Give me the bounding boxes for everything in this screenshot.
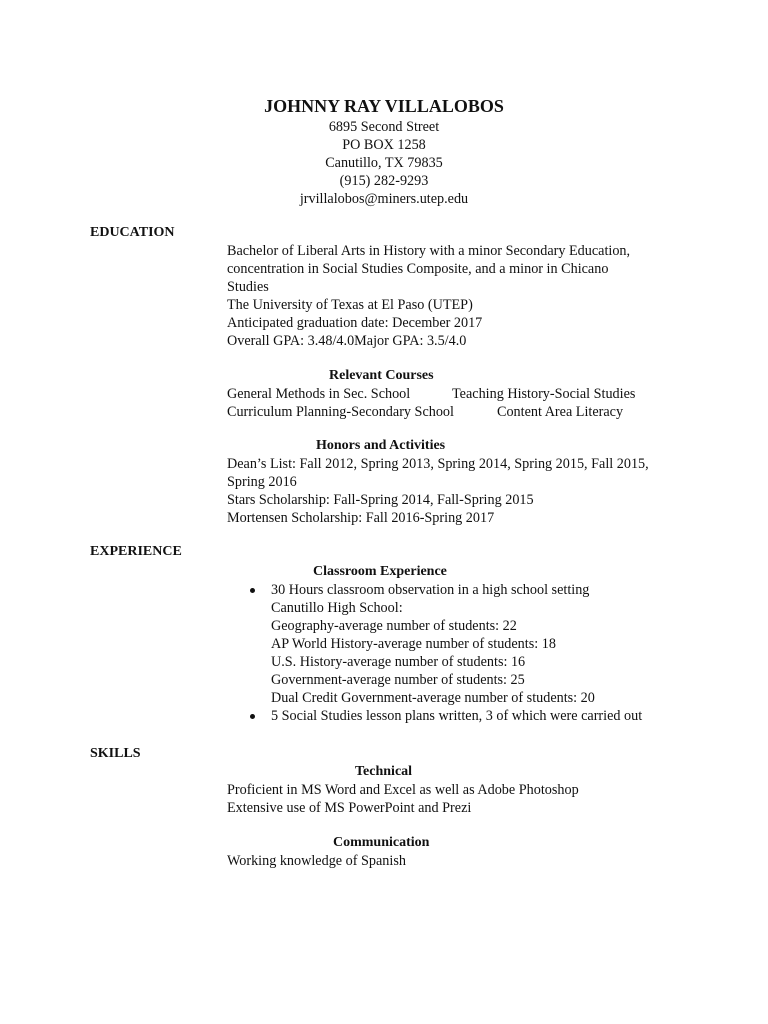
degree-line-1: Bachelor of Liberal Arts in History with a minor Secondary Education, bbox=[227, 243, 631, 259]
honors-line: Spring 2016 bbox=[227, 474, 297, 490]
bullet-line: Dual Credit Government-average number of students: 20 bbox=[271, 690, 595, 706]
degree-line-3: Studies bbox=[227, 279, 269, 295]
contact-address: 6895 Second Street bbox=[328, 119, 440, 135]
honors-list bbox=[227, 455, 697, 527]
resume-name bbox=[0, 95, 768, 117]
education-label: EDUCATION bbox=[90, 225, 175, 240]
graduation-line: Anticipated graduation date: December 2017 bbox=[227, 315, 483, 331]
bullet-line: Government-average number of students: 25 bbox=[271, 672, 525, 688]
bullet-icon bbox=[250, 714, 255, 719]
list-item bbox=[248, 707, 718, 725]
gpa-line: Overall GPA: 3.48/4.0Major GPA: 3.5/4.0 bbox=[227, 333, 467, 349]
name-text: JOHNNY RAY VILLALOBOS bbox=[264, 96, 504, 116]
list-item bbox=[248, 581, 718, 707]
classroom-experience-heading: Classroom Experience bbox=[313, 564, 447, 579]
technical-skills bbox=[227, 781, 697, 817]
course-row bbox=[227, 385, 697, 403]
contact-city: Canutillo, TX 79835 bbox=[325, 155, 443, 171]
honors-line: Stars Scholarship: Fall-Spring 2014, Fall-Spring 2015 bbox=[227, 492, 534, 508]
course-item: Teaching History-Social Studies bbox=[452, 386, 636, 402]
course-row bbox=[227, 403, 697, 421]
skill-line: Working knowledge of Spanish bbox=[227, 853, 406, 869]
contact-email: jrvillalobos@miners.utep.edu bbox=[299, 191, 469, 207]
course-item: General Methods in Sec. School bbox=[227, 386, 411, 402]
bullet-icon bbox=[250, 588, 255, 593]
honors-line: Mortensen Scholarship: Fall 2016-Spring 2017 bbox=[227, 510, 495, 526]
honors-line: Dean’s List: Fall 2012, Spring 2013, Spring 2014, Spring 2015, Fall 2015, bbox=[227, 456, 649, 472]
experience-label: EXPERIENCE bbox=[90, 544, 182, 559]
course-item: Content Area Literacy bbox=[497, 404, 624, 420]
contact-po-box: PO BOX 1258 bbox=[342, 137, 426, 153]
technical-heading: Technical bbox=[355, 764, 413, 779]
contact-phone: (915) 282-9293 bbox=[339, 173, 429, 189]
experience-bullets bbox=[248, 581, 718, 725]
education-details bbox=[227, 242, 697, 350]
skills-label: SKILLS bbox=[90, 746, 141, 761]
skill-line: Extensive use of MS PowerPoint and Prezi bbox=[227, 800, 472, 816]
honors-heading: Honors and Activities bbox=[316, 438, 446, 453]
communication-skills bbox=[227, 852, 697, 870]
skill-line: Proficient in MS Word and Excel as well as Adobe Photoshop bbox=[227, 782, 579, 798]
bullet-line: Geography-average number of students: 22 bbox=[271, 618, 517, 634]
bullet-line: Canutillo High School: bbox=[271, 600, 403, 616]
contact-block bbox=[0, 118, 768, 208]
course-item: Curriculum Planning-Secondary School bbox=[227, 404, 454, 420]
relevant-courses-list bbox=[227, 385, 697, 421]
bullet-line: AP World History-average number of students: 18 bbox=[271, 636, 556, 652]
bullet-line: U.S. History-average number of students: 16 bbox=[271, 654, 526, 670]
communication-heading: Communication bbox=[333, 835, 430, 850]
relevant-courses-heading: Relevant Courses bbox=[329, 368, 434, 383]
bullet-line: 5 Social Studies lesson plans written, 3 of which were carried out bbox=[271, 708, 643, 724]
university-line: The University of Texas at El Paso (UTEP) bbox=[227, 297, 473, 313]
bullet-line: 30 Hours classroom observation in a high school setting bbox=[271, 582, 590, 598]
degree-line-2: concentration in Social Studies Composite, and a minor in Chicano bbox=[227, 261, 609, 277]
